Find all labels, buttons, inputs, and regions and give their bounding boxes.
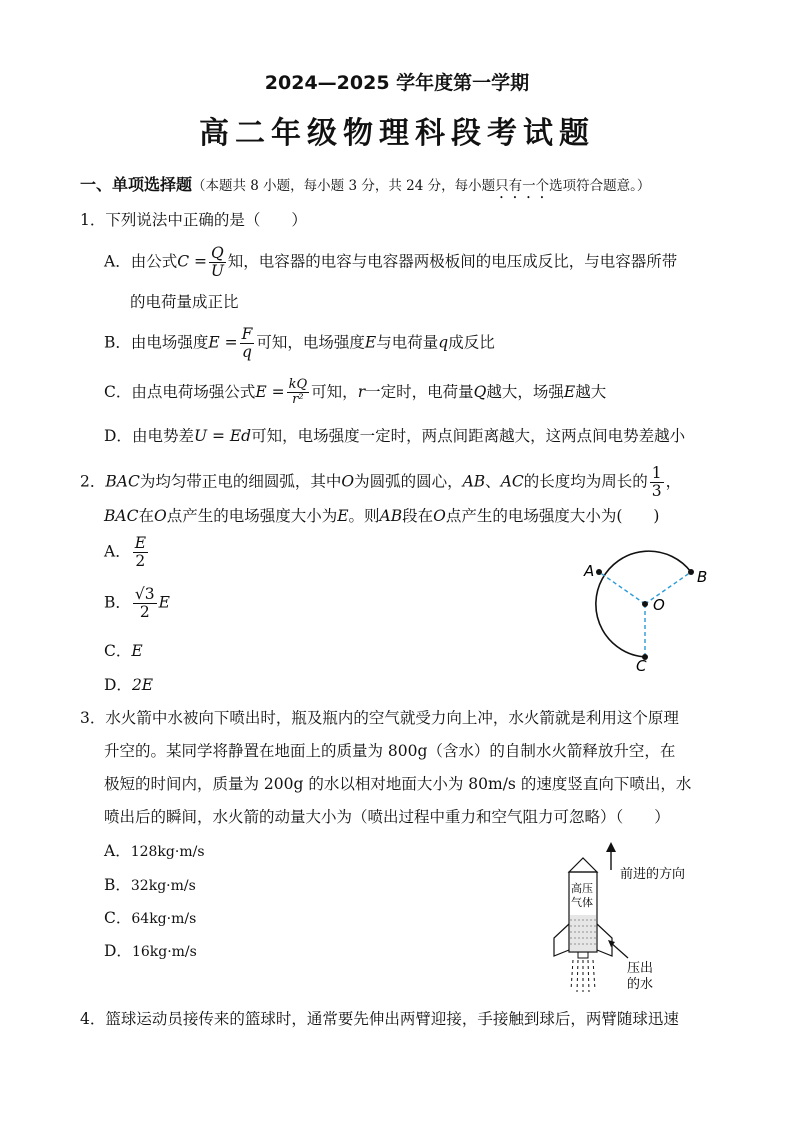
- option-text: 成反比: [448, 333, 495, 352]
- section-title: 一、单项选择题: [80, 175, 193, 194]
- q2-option-d: [104, 673, 153, 695]
- q1-option-b: [104, 326, 495, 361]
- q3-option-d: [104, 939, 197, 961]
- nozzle: [578, 952, 588, 958]
- option-label: A．: [104, 252, 131, 271]
- point-a: [596, 569, 602, 575]
- symbol: AB: [462, 472, 486, 491]
- option-text: 由公式: [130, 252, 178, 271]
- option-value: 64kg·m/s: [131, 911, 197, 927]
- q4-line1: 4．篮球运动员接传来的篮球时，通常要先伸出两臂迎接，手接触到球后，两臂随球迅速: [80, 1010, 679, 1028]
- symbol: E: [364, 333, 377, 352]
- radius-oa: [599, 572, 645, 604]
- question-text: 。则: [348, 507, 380, 525]
- q2-line2: [104, 504, 659, 526]
- q2-line1: [80, 465, 681, 500]
- symbol: O: [341, 472, 355, 491]
- label-c: C: [636, 657, 647, 675]
- q2-option-b: [104, 586, 170, 621]
- q1-option-c: [104, 378, 606, 408]
- page-title: 高二年级物理科段考试题: [199, 116, 595, 151]
- fraction: [240, 326, 255, 361]
- point-o: [642, 601, 648, 607]
- symbol: O: [433, 507, 446, 525]
- option-label: C．: [104, 382, 132, 401]
- fraction: [650, 465, 664, 500]
- option-label: A．: [104, 542, 131, 561]
- denominator: r²: [292, 392, 304, 408]
- water-label-1: 压出: [627, 961, 654, 976]
- gas-label-1: 高压: [571, 882, 593, 895]
- radius-ob: [645, 572, 691, 604]
- question-text: 、: [485, 472, 501, 491]
- q3-line2: 升空的。某同学将静置在地面上的质量为 800g（含水）的自制水火箭释放升空，在: [104, 742, 676, 760]
- formula: U = Ed: [193, 427, 252, 445]
- option-text: 越大，场强: [486, 382, 564, 401]
- water-rocket-figure: [540, 840, 720, 995]
- option-value: E: [131, 642, 143, 660]
- denominator: 3: [651, 482, 662, 501]
- right-fin: [597, 924, 612, 956]
- option-label: C．: [104, 909, 132, 927]
- question-text: 为圆弧的圆心，: [354, 472, 463, 491]
- option-text: 可知，电场强度: [256, 333, 365, 352]
- q1-option-d: [104, 424, 685, 446]
- water-label-2: 的水: [627, 977, 654, 992]
- option-label: B．: [104, 876, 131, 894]
- symbol: E: [158, 593, 170, 612]
- numerator: √3: [134, 585, 155, 603]
- q3-line1: 3．水火箭中水被向下喷出时，瓶及瓶内的空气就受力向上冲，水火箭就是利用这个原理: [80, 709, 679, 727]
- option-label: A．: [104, 842, 131, 860]
- water-fill: [570, 915, 596, 951]
- denominator: 2: [135, 552, 146, 571]
- symbol: E: [563, 382, 576, 401]
- q1-option-a-line2: 的电荷量成正比: [130, 293, 239, 311]
- option-text: 可知，电场强度一定时，两点间距离越大，这两点间电势差越小: [251, 427, 686, 445]
- question-text: 为均匀带正电的细圆弧，其中: [139, 472, 342, 491]
- option-value: 2E: [131, 676, 154, 694]
- fraction: [209, 245, 226, 280]
- question-text: ，: [665, 472, 682, 491]
- option-label: D．: [104, 427, 132, 445]
- formula: E =: [255, 382, 285, 401]
- q3-line4: 喷出后的瞬间，水火箭的动量大小为（喷出过程中重力和空气阻力可忽略）（ ）: [104, 808, 670, 826]
- label-b: B: [697, 568, 708, 586]
- q3-option-b: [104, 873, 196, 895]
- option-value: 128kg·m/s: [130, 844, 205, 860]
- question-text: 段在: [402, 507, 434, 525]
- denominator: U: [210, 262, 224, 281]
- label-o: O: [653, 596, 665, 614]
- label-a: A: [584, 562, 595, 580]
- symbol: E: [337, 507, 349, 525]
- question-text: 点产生的电场强度大小为( ): [445, 507, 660, 525]
- q2-option-a: [104, 535, 150, 570]
- symbol: q: [438, 333, 449, 352]
- fraction: [287, 378, 310, 408]
- symbol: Q: [473, 382, 487, 401]
- arrow-head-icon: [606, 842, 616, 852]
- question-number: 2．: [80, 472, 106, 491]
- numerator: kQ: [288, 377, 308, 392]
- water-jets: [571, 960, 595, 992]
- option-text: 越大: [575, 382, 607, 401]
- denominator: 2: [139, 603, 150, 622]
- symbol: AC: [500, 472, 524, 491]
- q1-stem: 1．下列说法中正确的是（ ）: [80, 211, 307, 229]
- option-text: 由电势差: [131, 427, 194, 445]
- section-note-emphasis: 只有一个: [495, 178, 550, 194]
- symbol: AB: [379, 507, 403, 525]
- option-label: D．: [104, 942, 132, 960]
- option-text: 知，电容器的电容与电容器两极板间的电压成反比，与电容器所带: [227, 252, 678, 271]
- formula: C =: [177, 252, 207, 271]
- year-line: 2024—2025 学年度第一学期: [264, 72, 530, 94]
- symbol: BAC: [104, 507, 139, 525]
- numerator: F: [241, 325, 253, 343]
- option-text: 与电荷量: [376, 333, 439, 352]
- option-text: 由电场强度: [130, 333, 209, 352]
- numerator: 1: [651, 464, 662, 482]
- question-text: 的长度均为周长的: [523, 472, 648, 491]
- section-heading: [80, 172, 650, 202]
- direction-label: 前进的方向: [620, 867, 686, 882]
- symbol: BAC: [105, 472, 140, 491]
- arc-figure: [570, 540, 730, 675]
- rocket-nose: [569, 858, 597, 872]
- option-text: 可知，: [311, 382, 358, 401]
- numerator: E: [134, 534, 147, 552]
- option-value: 16kg·m/s: [131, 944, 197, 960]
- q1-option-a: [104, 245, 677, 280]
- option-label: B．: [104, 333, 131, 352]
- option-text: 由点电荷场强公式: [131, 382, 256, 401]
- fraction: [133, 535, 148, 570]
- option-text: 一定时，电荷量: [365, 382, 474, 401]
- section-note-a: （本题共 8 小题，每小题 3 分，共 24 分，每小题: [192, 178, 496, 194]
- gas-label-2: 气体: [571, 896, 593, 909]
- question-text: 点产生的电场强度大小为: [166, 507, 338, 525]
- numerator: Q: [211, 244, 224, 262]
- option-label: C．: [104, 642, 132, 660]
- formula: E =: [208, 333, 238, 352]
- question-text: 在: [138, 507, 154, 525]
- q3-option-a: [104, 839, 205, 861]
- q2-option-c: [104, 639, 143, 661]
- q3-line3: 极短的时间内，质量为 200g 的水以相对地面大小为 80m/s 的速度竖直向下喷出，水: [104, 775, 692, 793]
- section-note-b: 选项符合题意。）: [549, 178, 651, 194]
- q3-option-c: [104, 906, 196, 928]
- denominator: q: [242, 343, 252, 362]
- symbol: r: [357, 382, 366, 401]
- left-fin: [554, 924, 569, 956]
- option-label: B．: [104, 593, 131, 612]
- option-value: 32kg·m/s: [130, 878, 196, 894]
- symbol: O: [153, 507, 167, 525]
- point-b: [688, 569, 694, 575]
- option-label: D．: [104, 676, 132, 694]
- fraction: [133, 586, 157, 621]
